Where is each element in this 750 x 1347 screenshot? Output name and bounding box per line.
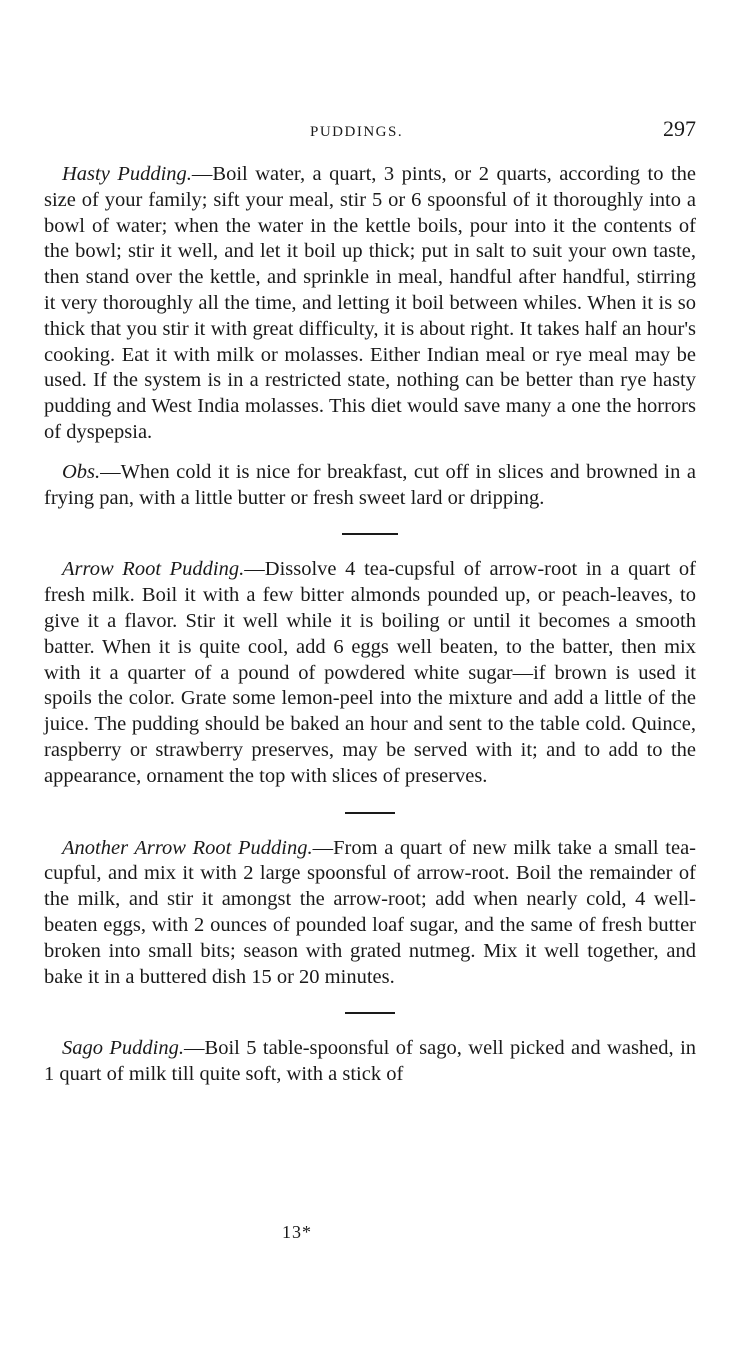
recipe-another-arrow-root-pudding: [44, 836, 696, 991]
recipe-title: Hasty Pudding.: [62, 163, 192, 185]
recipe-sago-pudding: [44, 1036, 696, 1088]
recipe-body: —Boil 5 table-spoonsful of sago, well picked and washed, in 1 quart of milk till quite soft, with a stick of: [44, 1037, 697, 1086]
section-divider: [342, 533, 398, 535]
recipe-body: —When cold it is nice for breakfast, cut off in slices and browned in a frying pan, with a little butter or fresh sweet lard or dripping.: [44, 460, 696, 509]
recipe-body: —Dissolve 4 tea-cupsful of arrow-root in a quart of fresh milk. Boil it with a few bitter almonds pounded up, or peach-leaves, to give it a flavor. Stir it well while it is boiling or until it becomes a smooth batter. When it is quite cool, add 6 eggs well beaten, to the batter, then mix with it a quarter of a pound of powdered white sugar—if brown is used it spoils the color. Grate some lemon-peel into the mixture and add a little of the juice. The pudding should be baked an hour and sent to the table cold. Quince, raspberry or strawberry preserves, may be served with it; and to add to the appearance, ornament the top with slices of preserves.: [44, 558, 697, 787]
page-number: 297: [663, 116, 696, 141]
running-head: [44, 112, 696, 152]
section-divider: [345, 1012, 395, 1014]
recipe-title: Sago Pudding.: [62, 1037, 185, 1060]
signature-mark: 13*: [282, 1222, 312, 1242]
recipe-arrow-root-pudding: [44, 557, 696, 789]
book-page: [44, 112, 696, 1088]
section-divider: [345, 812, 395, 814]
recipe-hasty-pudding: [44, 162, 696, 446]
recipe-title: Obs.: [62, 460, 101, 483]
recipe-body: —Boil water, a quart, 3 pints, or 2 quarts, according to the size of your family; sift your meal, stir 5 or 6 spoonsful of it thoroughly into a bowl of water; when the water in the kettle boils, pour into it the contents of the bowl; stir it well, and let it boil up thick; put in salt to suit your own taste, then stand over the kettle, and sprinkle in meal, handful after handful, stirring it very thoroughly all the time, and letting it boil between whiles. When it is so thick that you stir it with great difficulty, it is about right. It takes half an hour's cooking. Eat it with milk or molasses. Either Indian meal or rye meal may be used. If the system is in a restricted state, nothing can be better than rye hasty pudding and West India molasses. This diet would save many a one the horrors of dyspepsia.: [44, 163, 696, 443]
chapter-heading: PUDDINGS.: [310, 124, 404, 140]
recipe-title: Arrow Root Pudding.: [62, 558, 245, 581]
recipe-title: Another Arrow Root Pudding.: [62, 836, 313, 859]
recipe-observation: [44, 460, 696, 512]
recipe-body: —From a quart of new milk take a small tea-cupful, and mix it with 2 large spoonsful of arrow-root. Boil the remainder of the milk, and stir it amongst the arrow-root; add when nearly cold, 4 well-beaten eggs, with 2 ounces of pounded loaf sugar, and the same of fresh butter broken into small bits; season with grated nutmeg. Mix it well together, and bake it in a buttered dish 15 or 20 minutes.: [44, 836, 696, 988]
